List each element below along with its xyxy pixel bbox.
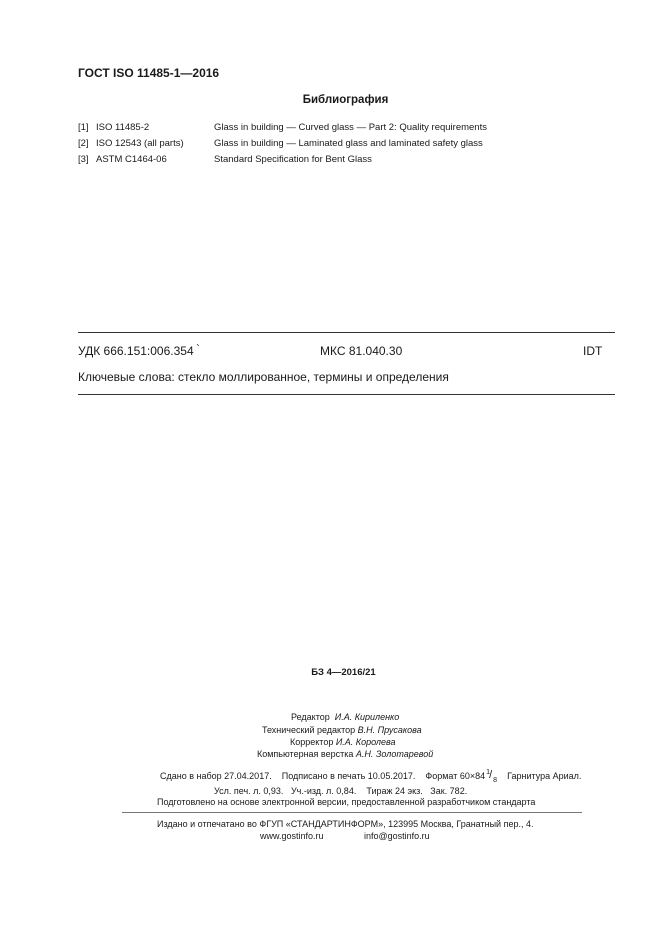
- format-fraction: [485, 768, 498, 784]
- signed-date: Подписано в печать 10.05.2017.: [281, 771, 416, 781]
- corrector-name: И.А. Королева: [335, 737, 396, 747]
- print-info-line2: [214, 786, 467, 796]
- entry-code: ASTM C1464-06: [96, 154, 167, 165]
- editor-name: И.А. Кириленко: [334, 712, 400, 722]
- editor-label: Редактор: [291, 712, 330, 722]
- standard-code-header: ГОСТ ISO 11485-1—2016: [78, 66, 220, 80]
- udk-code: УДК 666.151:006.354: [78, 344, 194, 358]
- print-info-line3: Подготовлено на основе электронной версии, предоставленной разработчиком стандарта: [157, 797, 536, 807]
- bottom-divider: [78, 394, 615, 395]
- top-divider: [78, 332, 615, 333]
- entry-number: [3]: [78, 154, 89, 165]
- publisher-website-link[interactable]: www.gostinfo.ru: [260, 831, 324, 841]
- tech-editor-credit: [262, 725, 422, 735]
- publisher-divider: [122, 812, 582, 813]
- typeset-date: Сдано в набор 27.04.2017.: [160, 771, 272, 781]
- idt-label: IDT: [583, 344, 603, 358]
- bibliography-title: Библиография: [302, 94, 389, 106]
- bibliography-entry: [0, 122, 661, 136]
- entry-number: [2]: [78, 138, 89, 149]
- tech-editor-name: В.Н. Прусакова: [357, 725, 422, 735]
- bz-number: БЗ 4—2016/21: [311, 667, 376, 678]
- typeface: Гарнитура Ариал.: [507, 771, 582, 781]
- fraction-slash: /: [489, 768, 493, 781]
- editor-credit: [291, 712, 399, 722]
- mks-code: МКС 81.040.30: [320, 344, 403, 358]
- tech-editor-label: Технический редактор: [262, 725, 356, 735]
- entry-number: [1]: [78, 122, 89, 133]
- print-sheets: Усл. печ. л. 0,93.: [214, 786, 284, 796]
- publisher-line: Издано и отпечатано во ФГУП «СТАНДАРТИНФОРМ», 123995 Москва, Гранатный пер., 4.: [157, 819, 534, 829]
- fraction-denominator: 8: [493, 776, 498, 784]
- order-number: Зак. 782.: [430, 786, 468, 796]
- bibliography-entry: [0, 154, 661, 168]
- layout-credit: [257, 749, 433, 759]
- entry-title: Glass in building — Curved glass — Part 2: Quality requirements: [214, 122, 487, 133]
- corrector-credit: [290, 737, 396, 747]
- entry-title: Glass in building — Laminated glass and laminated safety glass: [214, 138, 483, 149]
- keywords: Ключевые слова: стекло моллированное, термины и определения: [78, 370, 449, 384]
- layout-label: Компьютерная верстка: [257, 749, 354, 759]
- entry-code: ISO 12543 (all parts): [96, 138, 184, 149]
- corrector-label: Корректор: [290, 737, 334, 747]
- entry-title: Standard Specification for Bent Glass: [214, 154, 372, 165]
- publisher-email-link[interactable]: info@gostinfo.ru: [364, 831, 430, 841]
- udk-mark: `: [196, 342, 200, 356]
- print-info-line1: [160, 768, 582, 784]
- publisher-sheets: Уч.-изд. л. 0,84.: [290, 786, 357, 796]
- layout-name: А.Н. Золотаревой: [355, 749, 434, 759]
- bibliography-entry: [0, 138, 661, 152]
- fraction-numerator: 1: [486, 768, 491, 776]
- paper-format: Формат 60×84: [425, 771, 486, 781]
- print-run: Тираж 24 экз.: [366, 786, 423, 796]
- entry-code: ISO 11485-2: [96, 122, 150, 133]
